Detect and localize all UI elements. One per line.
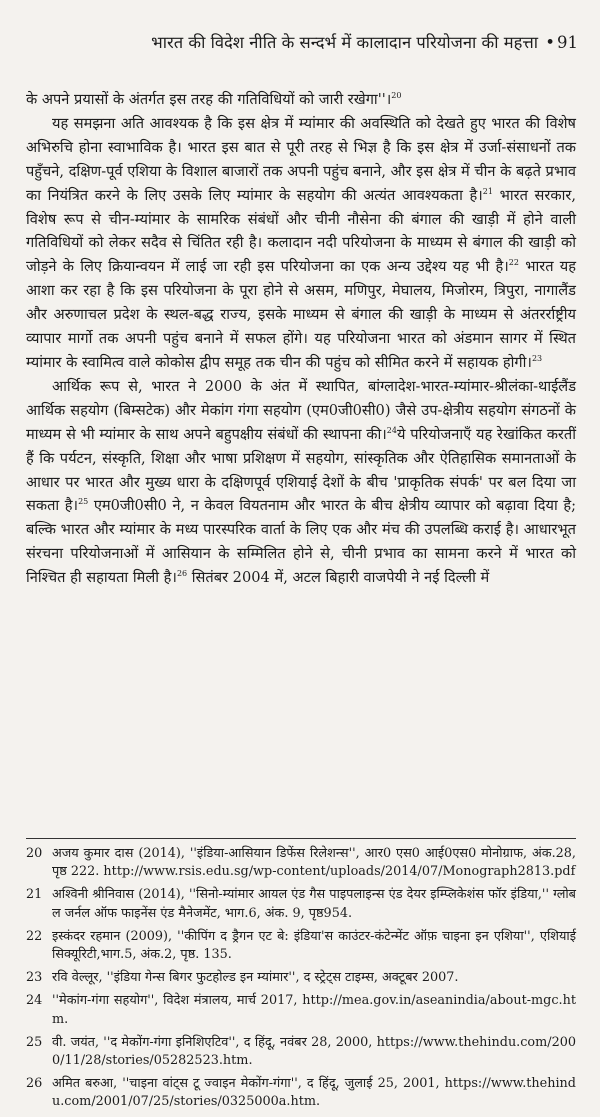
header-separator: • (545, 33, 555, 52)
footnote-text: इस्कंदर रहमान (2009), ''कीपिंग द ड्रैगन एट बे: इंडिया'स काउंटर-कंटेन्मेंट ऑफ़ चाइना इन एशिया'', एशियाई सिक्यूरिटी,भाग.5, अंक.2, पृष्ठ. 135. (52, 928, 576, 963)
footnote-number: 26 (26, 1076, 43, 1092)
footnote-text: वी. जयंत, ''द मेकोंग-गंगा इनिशिएटिव'', द हिंदू, नवंबर 28, 2000, https://www.thehindu.com/2000/11/28/stories/05282523.htm. (52, 1034, 576, 1069)
footnote-25 (26, 1034, 576, 1070)
footnote-number: 21 (26, 887, 43, 903)
footnotes (26, 845, 576, 1117)
footnote-ref-21: 21 (482, 186, 493, 196)
main-text (26, 88, 576, 590)
footnote-number: 23 (26, 970, 43, 986)
footnote-23 (26, 969, 576, 987)
paragraph-2: यह समझना अति आवश्यक है कि इस क्षेत्र में म्यांमार की अवस्थिति को देखते हुए भारत की विशेष अभिरुचि होना स्वाभाविक है। भारत इस बात से पूरी तरह से भिज्ञ है कि इस क्षेत्र में उर्जा-संसाधनों तक पहुँचने, दक्षिण-पूर्व एशिया के विशाल बाजारों तक अपनी पहुंच बनाने, और इस क्षेत्र में चीन के बढ़ते प्रभाव का नियंत्रित करने के लिए उसके लिए म्यांमार के सहयोग की अत्यंत आवश्यकता है।$^{21}$ भारत सरकार, विशेष रूप से चीन-म्यांमार के सामरिक संबंधों और चीनी नौसेना की बंगाल की खाड़ी में होने वाली गतिविधियों को लेकर सदैव से चिंतित रही है। कलादान नदी परियोजना के माध्यम से बंगाल की खाड़ी को जोड़ने के लिए क्रियान्वयन में लाई जा रही इस परियोजना का एक अन्य उद्देश्य यह भी है।$^{22}$ भारत यह आशा कर रहा है कि इस परियोजना के पूरा होने से असम, मणिपुर, मेघालय, मिजोरम, त्रिपुरा, नागालैंड और अरुणाचल प्रदेश के स्थल-बद्ध राज्य, इसके माध्यम से बंगाल की खाड़ी के माध्यम से अंतरर्राष्ट्रीय व्यापार मार्गो तक अपनी पहुंच बनाने में सफल होंगे। यह परियोजना भारत को अंडमान सागर में स्थित म्यांमार के स्वामित्व वाले कोकोस द्वीप समूह तक चीन की पहुंच को सीमित करने में सहायक होगी।$^{23}$ (26, 114, 577, 371)
footnote-22 (26, 928, 576, 964)
footnote-number: 22 (26, 928, 43, 944)
paragraph-3: आर्थिक रूप से, भारत ने 2000 के अंत में स्थापित, बांग्लादेश-भारत-म्यांमार-श्रीलंका-थाईलैंड आर्थिक सहयोग (बिम्सटेक) और मेकांग गंगा सहयोग (एम0जी0सी0) जैसे उप-क्षेत्रीय सहयोग संगठनों के माध्यम से भी म्यांमार के साथ अपने बहुपक्षीय संबंधों की स्थापना की।$^{24}$ये परियोजनाएँ यह रेखांकित करतीं हैं कि पर्यटन, संस्कृति, शिक्षा और भाषा प्रशिक्षण में सहयोग, सांस्कृतिक और ऐतिहासिक समानताओं के आधार पर भारत और मुख्य धारा के दक्षिणपूर्व एशियाई देशों के बीच 'प्राकृतिक संपर्क' पर बल दिया जा सकता है।$^{25}$ एम0जी0सी0 ने, न केवल वियतनाम और भारत के बीच क्षेत्रीय व्यापार को बढ़ावा दिया है; बल्कि भारत और म्यांमार के मध्य पारस्परिक वार्ता के लिए एक और मंच की उपलब्धि कराई है। आधारभूत संरचना परियोजनाओं में आसियान के सम्मिलित होने से, चीनी प्रभाव का सामना करने में भारत को निश्चित ही सहायता मिली है।$^{26}$ सितंबर 2004 में, अटल बिहारी वाजपेयी ने नई दिल्ली में (26, 377, 576, 587)
footnote-text: रवि वेल्लूर, ''इंडिया गेन्स बिगर फुटहोल्ड इन म्यांमार'', द स्ट्रेट्स टाइम्स, अक्टूबर 2007. (52, 970, 459, 986)
footnote-text: ''मेकांग-गंगा सहयोग'', विदेश मंत्रालय, मार्च 2017, http://mea.gov.in/aseanindia/about-mgc.htm. (52, 993, 576, 1027)
footnote-20 (26, 845, 576, 881)
footnote-ref-24: 24 (386, 425, 397, 435)
footnote-number: 24 (26, 993, 43, 1009)
header-title: भारत की विदेश नीति के सन्दर्भ में कालादान परियोजना की महत्ता (151, 33, 539, 52)
footnote-26 (26, 1075, 576, 1111)
running-header (26, 30, 578, 53)
footnote-divider (26, 838, 576, 839)
footnote-ref-22: 22 (508, 258, 519, 268)
footnote-number: 25 (26, 1034, 43, 1050)
paragraph-1: के अपने प्रयासों के अंतर्गत इस तरह की गतिविधियों को जारी रखेगा''।$^{20}$ (26, 91, 402, 108)
footnote-ref-26: 26 (176, 569, 188, 579)
footnote-24 (26, 992, 576, 1028)
footnote-ref-20: 20 (391, 91, 402, 101)
footnote-21 (26, 886, 576, 922)
page-number: 91 (557, 33, 578, 52)
footnote-text: अजय कुमार दास (2014), ''इंडिया-आसियान डिफेंस रिलेशन्स'', आर0 एस0 आई0एस0 मोनोग्राफ, अंक.28, पृष्ठ 222. http://www.rsis.edu.sg/wp-content/uploads/2014/07/Monograph2813.pdf (52, 846, 576, 880)
footnote-number: 20 (26, 846, 43, 861)
footnote-text: अश्विनी श्रीनिवास (2014), ''सिनो-म्यांमार आयल एंड गैस पाइपलाइन्स एंड देयर इम्प्लिकेशंस फॉर इंडिया,'' ग्लोबल जर्नल ऑफ फाइनेंस एंड मैनेजमेंट, भाग.6, अंक. 9, पृष्ठ954. (52, 887, 576, 921)
footnote-text: अमित बरुआ, ''चाइना वांट्स टू ज्वाइन मेकोंग-गंगा'', द हिंदू, जुलाई 25, 2001, https://www.thehindu.com/2001/07/25/stories/0325000a.htm. (52, 1076, 576, 1110)
footnote-ref-23: 23 (531, 354, 543, 364)
footnote-ref-25: 25 (78, 497, 89, 507)
